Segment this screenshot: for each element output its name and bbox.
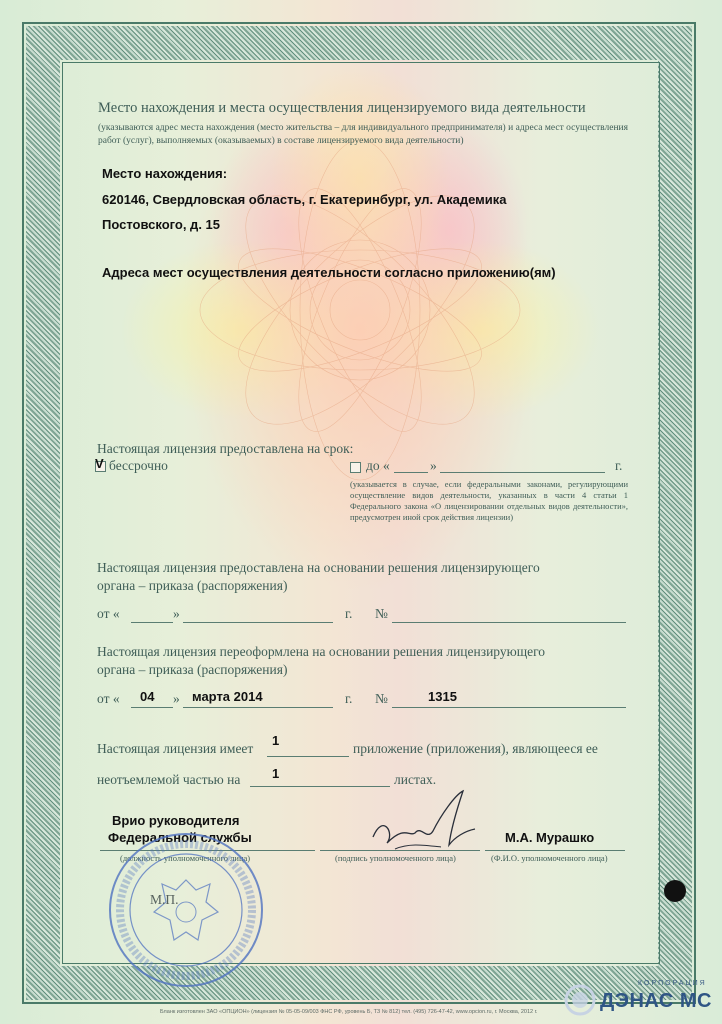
signer-name: М.А. Мурашко	[505, 830, 595, 845]
until-date-line	[440, 472, 605, 473]
reissued-year-suffix: г.	[345, 691, 353, 706]
appendix-count: 1	[272, 733, 280, 748]
reissued-month-year: марта 2014	[192, 689, 263, 704]
granted-from: от «	[97, 606, 120, 621]
until-prefix: до «	[366, 458, 390, 473]
appendix-suffix: приложение (приложения), являющееся ее	[353, 741, 598, 756]
granted-year-suffix: г.	[345, 606, 353, 621]
name-line	[485, 850, 625, 851]
granted-day-line	[131, 622, 173, 623]
term-label: Настоящая лицензия предоставлена на срок:	[97, 441, 354, 456]
official-seal	[106, 830, 266, 990]
address-line-2: Постовского, д. 15	[102, 217, 220, 232]
perpetual-label: бессрочно	[109, 458, 168, 473]
appendix-prefix: Настоящая лицензия имеет	[97, 741, 254, 756]
reissued-number: 1315	[428, 689, 457, 704]
appendix-sheets: 1	[272, 766, 280, 781]
address-line-1: 620146, Свердловская область, г. Екатеринбург, ул. Академика	[102, 192, 507, 207]
activity-places: Адреса мест осуществления деятельности согласно приложению(ям)	[102, 265, 556, 280]
reissued-line-2: органа – приказа (распоряжения)	[97, 662, 288, 677]
until-checkbox	[350, 462, 361, 473]
reissued-close: »	[173, 691, 180, 706]
signature-caption: (подпись уполномоченного лица)	[335, 853, 456, 863]
reissued-number-sign: №	[375, 691, 388, 706]
granted-close: »	[173, 606, 180, 621]
reissued-from: от «	[97, 691, 120, 706]
reissued-month-line	[183, 707, 333, 708]
granted-line-1: Настоящая лицензия предоставлена на основании решения лицензирующего	[97, 560, 540, 575]
location-label: Место нахождения:	[102, 166, 228, 181]
granted-number-line	[392, 622, 626, 623]
position-line-1: Врио руководителя	[112, 813, 240, 828]
reissued-day: 04	[140, 689, 155, 704]
reissued-line-1: Настоящая лицензия переоформлена на основании решения лицензирующего	[97, 644, 546, 659]
appendix-line2-suffix: листах.	[394, 772, 437, 787]
position-line-2: Федеральной службы	[108, 830, 252, 845]
until-day-line	[394, 472, 428, 473]
until-close: »	[430, 458, 437, 473]
until-year-suffix: г.	[615, 458, 623, 473]
granted-month-line	[183, 622, 333, 623]
granted-line-2: органа – приказа (распоряжения)	[97, 578, 288, 593]
seal-label: М.П.	[150, 892, 179, 907]
term-note: (указывается в случае, если федеральными законами, регулирующими осуществление видов деятельности, указанных в части 4 статьи 1 Федерального закона «О лицензировании отдельных видов деятельности», предусмотрен иной срок действия лицензии)	[350, 479, 628, 522]
hole-punch-mark	[664, 880, 686, 902]
appendix-line2-prefix: неотъемлемой частью на	[97, 772, 241, 787]
position-caption: (должность уполномоченного лица)	[120, 853, 251, 863]
location-heading-note: (указываются адрес места нахождения (место жительства – для индивидуального предпринимателя) и адреса мест осуществления работ (услуг), выполняемых (оказываемых) в составе лицензируемого вида деятельности)	[98, 123, 628, 146]
printer-note: Бланк изготовлен ЗАО «ОПЦИОН» (лицензия № 05-05-09/003 ФНС РФ, уровень Б, ТЗ № 812) тел. (495) 726-47-42, www.opcion.ru, г. Москва, 2012 г.	[160, 1009, 538, 1015]
reissued-number-line	[392, 707, 626, 708]
location-heading: Место нахождения и места осуществления лицензируемого вида деятельности	[98, 100, 586, 116]
appendix-count-line	[267, 756, 349, 757]
reissued-day-line	[131, 707, 173, 708]
logo-subtitle: КОРПОРАЦИЯ	[638, 980, 707, 987]
handwritten-signature	[365, 785, 480, 865]
granted-number-sign: №	[375, 606, 388, 621]
logo-title: ДЭНАС МС	[600, 990, 712, 1012]
perpetual-checkmark: V	[95, 456, 104, 471]
name-caption: (Ф.И.О. уполномоченного лица)	[491, 853, 608, 863]
